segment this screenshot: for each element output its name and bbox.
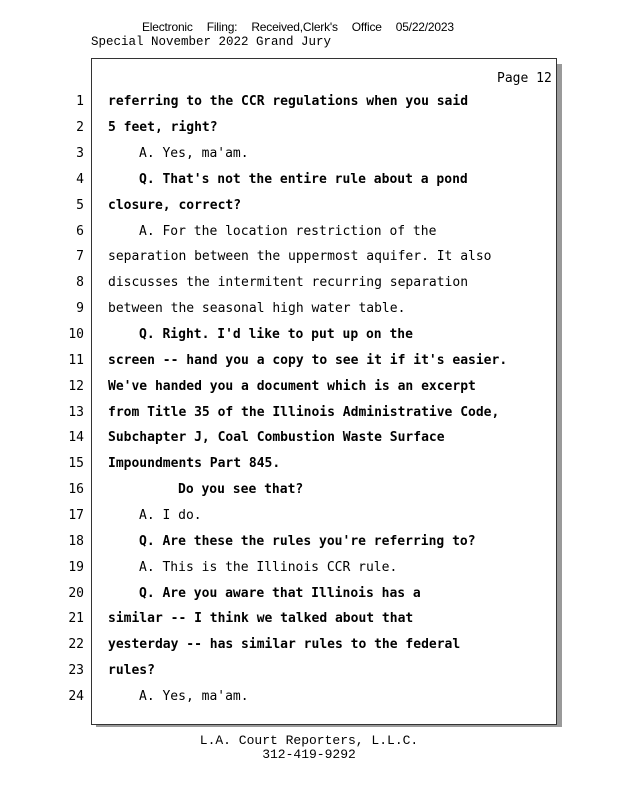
line-number: 15 [68,456,84,471]
transcript-line: screen -- hand you a copy to see it if it's easier. [108,353,508,368]
line-number: 7 [76,249,84,264]
transcript-line: discusses the intermitent recurring separation [108,275,469,290]
line-number: 4 [76,172,84,187]
transcript-line: Q. Are you aware that Illinois has a [139,586,421,601]
line-number: 9 [76,301,84,316]
footer-company: L.A. Court Reporters, L.L.C. [199,733,419,748]
transcript-line: Do you see that? [178,482,304,497]
transcript-line: rules? [108,663,155,678]
footer-phone: 312-419-9292 [262,747,356,762]
line-number: 21 [68,611,84,626]
footer [0,734,618,762]
transcript-line: from Title 35 of the Illinois Administrative Code, [108,405,500,420]
line-number: 12 [68,379,84,394]
line-number: 13 [68,405,84,420]
transcript-line: Q. Are these the rules you're referring to? [139,534,476,549]
transcript-line: A. Yes, ma'am. [139,146,249,161]
page-number: Page 12 [497,71,552,86]
transcript-line: between the seasonal high water table. [108,301,406,316]
filing-office: Office [351,20,382,34]
line-number: 17 [68,508,84,523]
transcript-line: 5 feet, right? [108,120,218,135]
line-number: 5 [76,198,84,213]
transcript-line: A. I do. [139,508,202,523]
line-number: 1 [76,94,84,109]
transcript-line: Subchapter J, Coal Combustion Waste Surface [108,430,445,445]
line-number: 23 [68,663,84,678]
line-number: 18 [68,534,84,549]
transcript-line: Impoundments Part 845. [108,456,281,471]
transcript-line: Q. That's not the entire rule about a pond [139,172,468,187]
filing-filing: Filing: [206,20,238,34]
line-number: 11 [68,353,84,368]
header-title: Special November 2022 Grand Jury [91,35,332,49]
line-number: 19 [68,560,84,575]
transcript-line: Q. Right. I'd like to put up on the [139,327,413,342]
transcript-line: similar -- I think we talked about that [108,611,414,626]
filing-received: Received,Clerk's [251,20,338,34]
line-number: 16 [68,482,84,497]
transcript-line: A. Yes, ma'am. [139,689,249,704]
transcript-line: A. This is the Illinois CCR rule. [139,560,398,575]
line-number: 2 [76,120,84,135]
transcript-line: yesterday -- has similar rules to the federal [108,637,461,652]
filing-date: 05/22/2023 [395,20,454,34]
line-number: 24 [68,689,84,704]
transcript-line: A. For the location restriction of the [139,224,437,239]
line-number: 3 [76,146,84,161]
transcript-line: separation between the uppermost aquifer. It also [108,249,492,264]
transcript-line: We've handed you a document which is an excerpt [108,379,476,394]
transcript-line: referring to the CCR regulations when you said [108,94,469,109]
filing-stamp [142,20,468,34]
filing-electronic: Electronic [142,20,193,34]
line-number: 14 [68,430,84,445]
line-number: 10 [68,327,84,342]
line-number: 6 [76,224,84,239]
line-number: 22 [68,637,84,652]
line-number: 20 [68,586,84,601]
transcript-line: closure, correct? [108,198,242,213]
line-number: 8 [76,275,84,290]
